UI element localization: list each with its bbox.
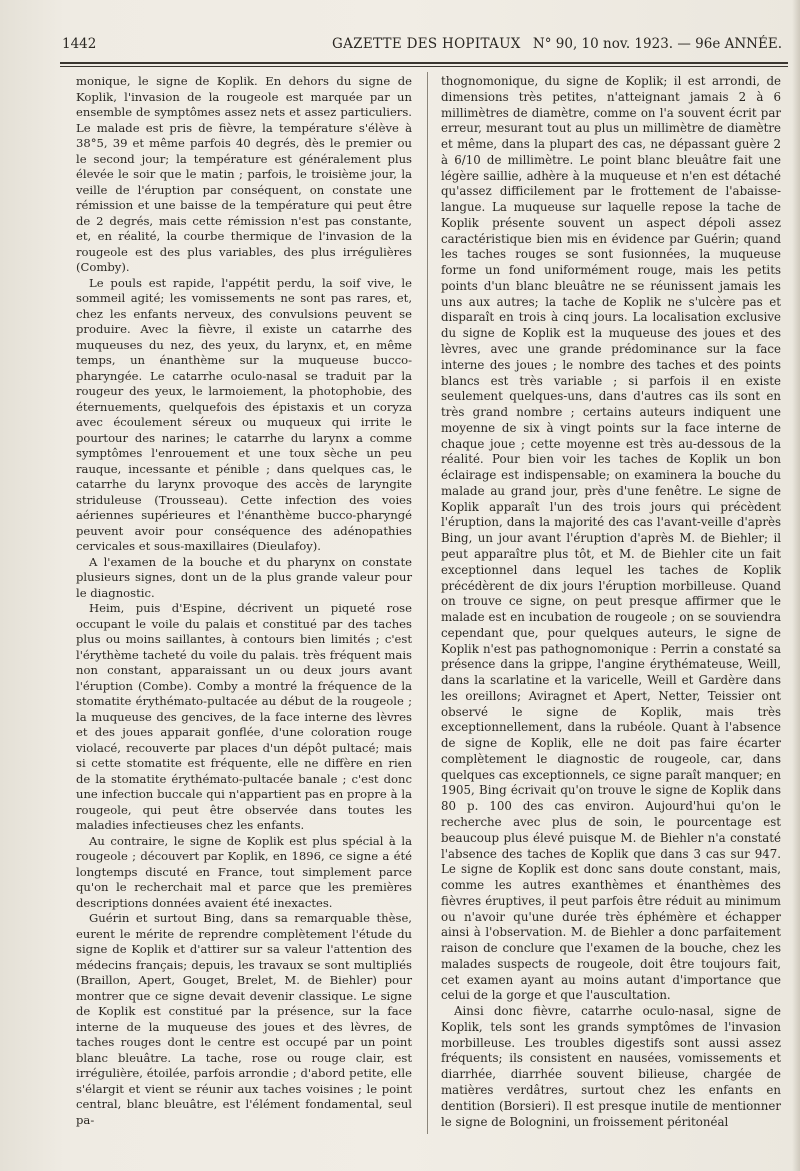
- paragraph: Ainsi donc fièvre, catarrhe oculo-nasal, signe de Koplik, tels sont les grands symptômes de l'invasion morbilleuse. Les troubles digestifs sont aussi assez fréquents; ils consistent en nausées, vomissements et diarrhée, diarrhée souvent bilieuse, chargée de matières verdâtres, surtout chez les enfants en dentition (Borsieri). Il est presque inutile de mentionner le signe de Bolognini, un froissement péritonéal: [441, 1004, 781, 1129]
- column-divider: [427, 72, 428, 1134]
- paragraph: thognomonique, du signe de Koplik; il est arrondi, de dimensions très petites, n'atteignant jamais 2 à 6 millimètres de diamètre, comme on l'a souvent écrit par erreur, mesurant tout au plus un millimètre de diamètre et même, dans la plupart des cas, ne dépassant guère 2 à 6/10 de millimètre. Le point blanc bleuâtre fait une légère saillie, adhère à la muqueuse et n'en est détaché qu'assez difficilement par le frottement de l'abaisse-langue. La muqueuse sur laquelle repose la tache de Koplik présente souvent un aspect dépoli assez caractéristique bien mis en évidence par Guérin; quand les taches rouges se sont fusionnées, la muqueuse forme un fond uniformément rouge, mais les petits points d'un blanc bleuâtre ne se réunissent jamais les uns aux autres; la tache de Koplik ne s'ulcère pas et disparaît en trois à cinq jours. La localisation exclusive du signe de Koplik est la muqueuse des joues et des lèvres, avec une grande prédominance sur la face interne des joues ; le nombre des taches et des points blancs est très variable ; si parfois il en existe seulement quelques-uns, dans d'autres cas ils sont en très grand nombre ; certains auteurs indiquent une moyenne de six à vingt points sur la face interne de chaque joue ; cette moyenne est très au-dessous de la réalité. Pour bien voir les taches de Koplik un bon éclairage est indispensable; on examinera la bouche du malade au grand jour, près d'une fenêtre. Le signe de Koplik apparaît l'un des trois jours qui précèdent l'éruption, dans la majorité des cas l'avant-veille d'après Bing, un jour avant l'éruption d'après M. de Biehler; il peut apparaître plus tôt, et M. de Biehler cite un fait exceptionnel dans lequel les taches de Koplik précédèrent de dix jours l'éruption morbilleuse. Quand on trouve ce signe, on peut presque affirmer que le malade est en incubation de rougeole ; on se souviendra cependant que, pour quelques auteurs, le signe de Koplik n'est pas pathognomonique : Perrin a constaté sa présence dans la grippe, l'angine érythémateuse, Weill, dans la scarlatine et la varicelle, Weill et Gardère dans les oreillons; Aviragnet et Apert, Netter, Teissier ont observé le signe de Koplik, mais très exceptionnellement, dans la rubéole. Quant à l'absence de signe de Koplik, elle ne doit pas faire écarter complètement le diagnostic de rougeole, car, dans quelques cas exceptionnels, ce signe paraît manquer; en 1905, Bing écrivait qu'on trouve le signe de Koplik dans 80 p. 100 des cas environ. Aujourd'hui qu'on le recherche avec plus de soin, le pourcentage est beaucoup plus élevé puisque M. de Biehler n'a constaté l'absence des taches de Koplik que dans 3 cas sur 947. Le signe de Koplik est donc sans doute constant, mais, comme les autres exanthèmes et énanthèmes des fièvres éruptives, il peut parfois être réduit au minimum ou n'avoir qu'une durée très éphémère et échapper ainsi à l'observation. M. de Biehler a donc parfaitement raison de conclure que l'examen de la bouche, chez les malades suspects de rougeole, doit être toujours fait, cet examen ayant au moins autant d'importance que celui de la gorge et que l'auscultation.: [441, 74, 781, 1003]
- right-column: [441, 74, 781, 1130]
- paragraph: A l'examen de la bouche et du pharynx on constate plusieurs signes, dont un de la plus grande valeur pour le diagnostic.: [76, 554, 412, 600]
- header-rule-thick: [60, 62, 788, 64]
- journal-title: GAZETTE DES HOPITAUX: [332, 36, 521, 52]
- paragraph: Heim, puis d'Espine, décrivent un piqueté rose occupant le voile du palais et constitué par des taches plus ou moins saillantes, à contours bien limités ; c'est l'érythème tacheté du voile du palais. très fréquent mais non constant, apparaissant un ou deux jours avant l'éruption (Combe). Comby a montré la fréquence de la stomatite érythémato-pultacée au début de la rougeole ; la muqueuse des gencives, de la face interne des lèvres et des joues apparait gonflée, d'une coloration rouge violacé, recouverte par places d'un dépôt pultacé; mais si cette stomatite est fréquente, elle ne diffère en rien de la stomatite érythémato-pultacée banale ; c'est donc une infection buccale qui n'appartient pas en propre à la rougeole, qui peut être observée dans toutes les maladies infectieuses chez les enfants.: [76, 601, 412, 832]
- page-number: 1442: [62, 36, 97, 52]
- issue-info: N° 90, 10 nov. 1923. — 96e ANNÉE.: [532, 36, 782, 52]
- page-header: [62, 36, 788, 56]
- paragraph: Au contraire, le signe de Koplik est plus spécial à la rougeole ; découvert par Koplik, en 1896, ce signe a été longtemps discuté en France, tout simplement parce qu'on le recherchait mal et parce que les premières descriptions données avaient été inexactes.: [76, 833, 412, 910]
- paragraph: Guérin et surtout Bing, dans sa remarquable thèse, eurent le mérite de reprendre complètement l'étude du signe de Koplik et d'attirer sur sa valeur l'attention des médecins français; depuis, les travaux se sont multipliés (Braillon, Apert, Gouget, Brelet, M. de Biehler) pour montrer que ce signe devait devenir classique. Le signe de Koplik est constitué par la présence, sur la face interne de la muqueuse des joues et des lèvres, de taches rouges dont le centre est occupé par un point blanc bleuâtre. La tache, rose ou rouge clair, est irrégulière, étoilée, parfois arrondie ; d'abord petite, elle s'élargit et vient se réunir aux taches voisines ; le point central, blanc bleuâtre, est l'élément fondamental, seul pa-: [76, 911, 412, 1127]
- paragraph: monique, le signe de Koplik. En dehors du signe de Koplik, l'invasion de la rougeole est marquée par un ensemble de symptômes assez nets et assez particuliers. Le malade est pris de fièvre, la température s'élève à 38°5, 39 et même parfois 40 degrés, dès le premier ou le second jour; la température est généralement plus élevée le soir que le matin ; parfois, le troisième jour, la veille de l'éruption par conséquent, on constate une rémission et une baisse de la température qui peut être de 2 degrés, mais cette rémission n'est pas constante, et, en réalité, la courbe thermique de l'invasion de la rougeole est des plus variables, des plus irrégulières (Comby).: [76, 74, 412, 274]
- paragraph: Le pouls est rapide, l'appétit perdu, la soif vive, le sommeil agité; les vomissements ne sont pas rares, et, chez les enfants nerveux, des convulsions peuvent se produire. Avec la fièvre, il existe un catarrhe des muqueuses du nez, des yeux, du larynx, et, en même temps, un énanthème sur la muqueuse bucco-pharyngée. Le catarrhe oculo-nasal se traduit par la rougeur des yeux, le larmoiement, la photophobie, des éternuements, quelquefois des épistaxis et un coryza avec écoulement séreux ou muqueux qui irrite le pourtour des narines; le catarrhe du larynx a comme symptômes l'enrouement et une toux sèche un peu rauque, incessante et pénible ; dans quelques cas, le catarrhe du larynx provoque des accès de laryngite striduleuse (Trousseau). Cette infection des voies aériennes supérieures et l'énanthème bucco-pharyngé peuvent avoir pour conséquence des adénopathies cervicales et sous-maxillaires (Dieulafoy).: [76, 275, 412, 553]
- scan-edge-shadow: [792, 0, 800, 1171]
- left-column: [76, 74, 412, 1128]
- header-rule-thin: [60, 66, 788, 67]
